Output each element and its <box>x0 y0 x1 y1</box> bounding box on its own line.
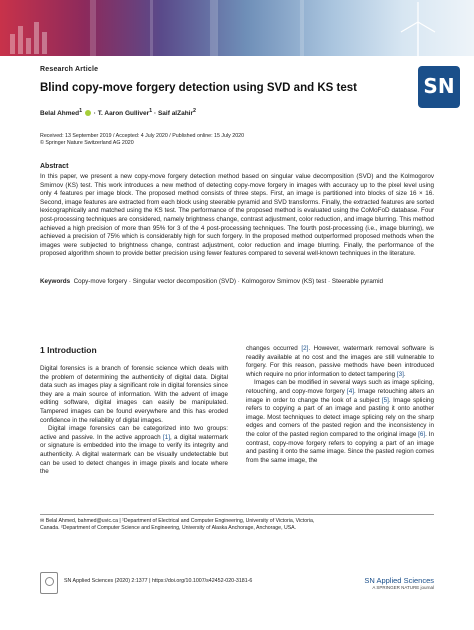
sn-journal-logo: SN <box>418 66 460 108</box>
citation-link[interactable]: [6] <box>418 430 426 438</box>
received-dates: Received: 13 September 2019 / Accepted: 4 July 2020 / Published online: 15 July 2020 <box>40 133 245 139</box>
citation-link[interactable]: [1] <box>162 433 170 441</box>
author-name[interactable]: T. Aaron Gulliver <box>97 110 150 118</box>
section-heading-introduction: 1 Introduction <box>40 345 97 355</box>
author-affiliation: 1 <box>79 108 83 114</box>
author-list: Belal Ahmed$^1$ · T. Aaron Gulliver$^1$ · Saif alZahir$^2$ <box>40 108 197 118</box>
footnote-line: Canada. ²Department of Computer Science and Engineering, University of Alaska Anchorage, Anchorage, USA. <box>40 525 297 531</box>
header-banner-image <box>0 0 474 56</box>
paragraph: Digital forensics is a branch of forensic science which deals with the problem of determining the authenticity of digital data. Digital data such as images play a significant role in digital forensics since they are a main source of information. With the advent of image editing software, digital images can easily be manipulated. Tampered images can be found everywhere and this has eroded confidence in the reliability of digital images. <box>40 365 228 424</box>
footnote-divider <box>40 514 434 515</box>
footnote-line: ✉ Belal Ahmed, bahmed@uvic.ca | ¹Department of Electrical and Computer Engineering, University of Victoria, Victoria, <box>40 518 315 524</box>
keywords <box>40 278 434 287</box>
citation-link[interactable]: [5] <box>381 396 389 404</box>
publisher-logo <box>350 576 434 590</box>
abstract-heading: Abstract <box>40 163 69 170</box>
article-type: Research Article <box>40 66 99 73</box>
citation-link[interactable]: [2] <box>301 345 309 352</box>
body-column-right <box>246 345 434 465</box>
keywords-list: Copy-move forgery · Singular vector decomposition (SVD) · Kolmogorov Smirnov (KS) test · Steerable pyramid <box>73 278 383 285</box>
keywords-label: Keywords <box>40 278 71 285</box>
paragraph: Digital image forensics can be categorized into two groups: active and passive. In the active approach [1], a digital watermark or signature is embedded into the image to verify its integrity and authenticity. A digital watermark can be visually undetectable but can be used to detect changes in image pixels and locate where the <box>40 425 228 476</box>
author-affiliation: 1 <box>149 108 153 114</box>
check-for-updates-icon[interactable] <box>40 572 58 594</box>
citation-link[interactable]: [3] <box>396 370 404 378</box>
publisher-tagline: A SPRINGER NATURE journal <box>372 585 434 590</box>
banner-chart-graphic <box>8 18 78 54</box>
journal-citation: SN Applied Sciences (2020) 2:1377 | https://doi.org/10.1007/s42452-020-3181-6 <box>64 578 253 584</box>
abstract-text: In this paper, we present a new copy-move forgery detection method based on singular value decomposition (SVD) and the Kolmogorov Smirnov (KS) test. This work introduces a new method of detecting copy-move forgery in images with accuracy up to the pixel level using only 4 features per image block. The proposed method consists of three steps. First, an image is partitioned into blocks of size 16 × 16. Second, image features are extracted from each block using steerable pyramid and SVD transforms. Finally, the extracted features are sorted lexicographically and matched using the KS test. The performance of the proposed method is evaluated using the CoMoFoD database. Four post-processing techniques are considered, namely brightness change, contrast adjustment, color reduction, and image blurring. This method achieved a high precision of more than 95% for 3 of the 4 post-processing techniques. The fourth post-processing (i.e., image blurring), we achieved a precision of 75% which is considerably high for such forgery. In the proposed method outperformed proposed methods when the images were subjected to brightness change, contrast adjustment, color reduction and image blurring. Finally, the performance of the proposed algorithm shown to provide better precision using fewer features compared to several well-known techniques in the literature. <box>40 173 435 258</box>
orcid-icon[interactable] <box>85 110 91 116</box>
paragraph: Images can be modified in several ways such as image splicing, retouching, and copy-move forgery [4]. Image retouching alters an image in order to change the look of a subject [5]. Image splicing refers to copying a part of an image and pasting it onto another image. Most techniques to detect image splicing rely on the sharp edges and corners of the pasted region and the inconsistency in the color of the pasted region compared to the original image [6]. In contrast, copy-move forgery refers to copying a part of an image and pasting it onto the same image. Since the pasted region comes from the same image, the <box>246 379 434 464</box>
affiliation-footnote <box>40 518 434 532</box>
copyright-line: © Springer Nature Switzerland AG 2020 <box>40 140 134 146</box>
publication-dates <box>40 133 244 147</box>
body-column-left <box>40 365 228 477</box>
author-name[interactable]: Saif alZahir <box>157 110 194 118</box>
citation-link[interactable]: [4] <box>346 387 354 395</box>
paper-title: Blind copy-move forgery detection using SVD and KS test <box>40 82 357 94</box>
paragraph: changes occurred [2]. However, watermark removal software is readily available at no cost and the images are still vulnerable to forgery. For this reason, passive methods have been introduced which require no prior information to detect tampering [3]. <box>246 345 434 378</box>
wind-turbine-graphic <box>388 0 448 56</box>
author-name[interactable]: Belal Ahmed <box>40 110 80 118</box>
author-affiliation: 2 <box>193 108 197 114</box>
publisher-name: SN Applied Sciences <box>364 576 434 585</box>
